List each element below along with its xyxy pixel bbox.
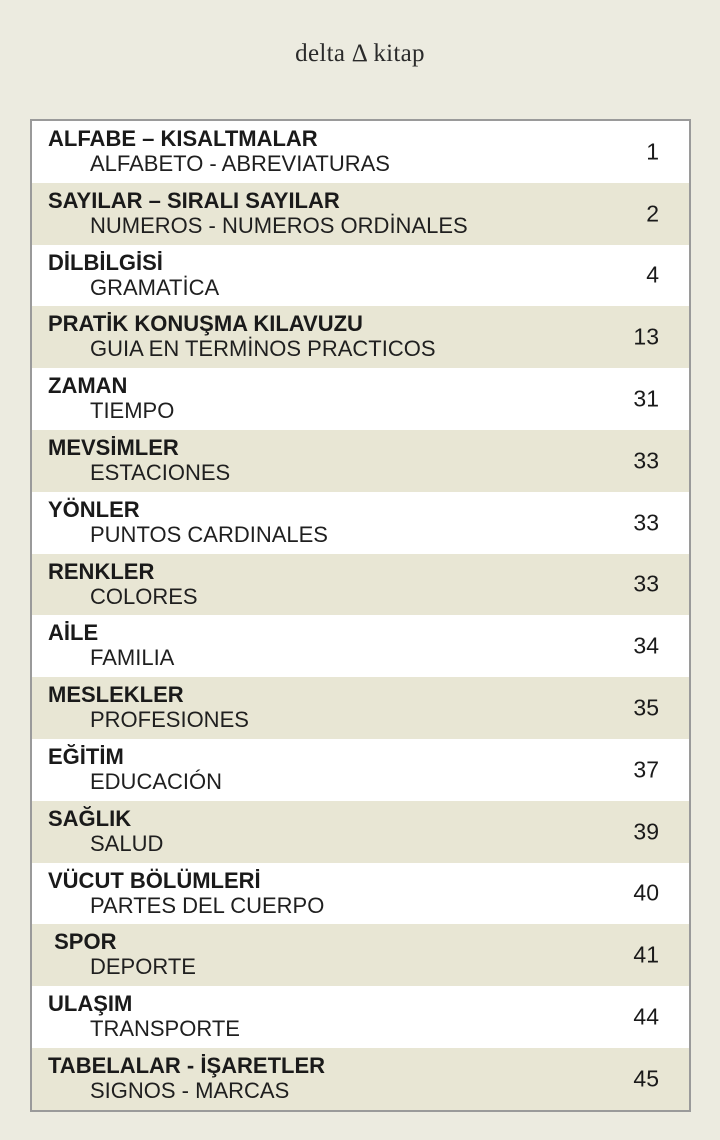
- toc-title-tr: SAĞLIK: [48, 805, 132, 831]
- toc-page-number: 35: [633, 694, 659, 721]
- toc-row[interactable]: [32, 986, 689, 1048]
- toc-title-tr: TABELALAR - İŞARETLER: [48, 1052, 326, 1078]
- toc-row[interactable]: [32, 121, 689, 183]
- toc-page-number: 39: [633, 818, 659, 845]
- toc-row[interactable]: [32, 554, 689, 616]
- toc-page-number: 41: [633, 941, 659, 968]
- toc-page-number: 33: [633, 509, 659, 536]
- toc-title-es: EDUCACIÓN: [90, 768, 223, 794]
- toc-title-tr: ULAŞIM: [48, 991, 133, 1017]
- toc-title-tr: MESLEKLER: [48, 682, 184, 708]
- toc-title-es: SALUD: [90, 830, 164, 856]
- toc-title-es: GUIA EN TERMİNOS PRACTICOS: [90, 336, 436, 362]
- toc-title-es: SIGNOS - MARCAS: [90, 1077, 290, 1103]
- toc-title-tr: EĞİTİM: [48, 743, 124, 769]
- toc-page-number: 2: [646, 200, 659, 227]
- toc-title-es: DEPORTE: [90, 954, 196, 980]
- toc-row[interactable]: [32, 306, 689, 368]
- toc-title-tr: PRATİK KONUŞMA KILAVUZU: [48, 311, 363, 337]
- toc-title-tr: SPOR: [48, 929, 117, 955]
- toc-title-es: ALFABETO - ABREVIATURAS: [90, 151, 390, 176]
- toc-title-tr: VÜCUT BÖLÜMLERİ: [48, 867, 261, 893]
- toc-page-number: 33: [633, 447, 659, 474]
- toc-row[interactable]: [32, 615, 689, 677]
- toc-page-number: 31: [633, 385, 659, 412]
- toc-row[interactable]: [32, 430, 689, 492]
- toc-page-number: 13: [633, 323, 659, 350]
- toc-page-number: 44: [633, 1003, 659, 1030]
- toc-title-tr: SAYILAR – SIRALI SAYILAR: [48, 187, 340, 213]
- toc-title-tr: AİLE: [48, 620, 99, 646]
- toc-title-es: TRANSPORTE: [90, 1016, 240, 1042]
- toc-title-es: FAMILIA: [90, 645, 175, 671]
- toc-row[interactable]: [32, 863, 689, 925]
- table-of-contents: [30, 119, 691, 1112]
- toc-title-tr: ALFABE – KISALTMALAR: [48, 126, 318, 151]
- toc-row[interactable]: [32, 368, 689, 430]
- toc-page-number: 40: [633, 879, 659, 906]
- toc-title-es: ESTACIONES: [90, 459, 231, 485]
- toc-page-number: 34: [633, 632, 659, 659]
- toc-row[interactable]: [32, 1048, 689, 1110]
- toc-title-es: NUMEROS - NUMEROS ORDİNALES: [90, 212, 468, 238]
- toc-row[interactable]: [32, 677, 689, 739]
- toc-title-es: GRAMATİCA: [90, 274, 220, 300]
- toc-title-tr: DİLBİLGİSİ: [48, 249, 163, 275]
- toc-page-number: 1: [646, 138, 659, 165]
- toc-title-tr: YÖNLER: [48, 496, 140, 522]
- toc-row[interactable]: [32, 924, 689, 986]
- toc-row[interactable]: [32, 739, 689, 801]
- toc-row[interactable]: [32, 183, 689, 245]
- toc-title-tr: RENKLER: [48, 558, 155, 584]
- toc-row[interactable]: [32, 245, 689, 307]
- toc-page-number: 45: [633, 1065, 659, 1092]
- toc-page-number: 37: [633, 756, 659, 783]
- toc-title-es: PROFESIONES: [90, 707, 249, 733]
- toc-title-tr: MEVSİMLER: [48, 434, 179, 460]
- toc-page-number: 33: [633, 570, 659, 597]
- toc-row[interactable]: [32, 801, 689, 863]
- toc-title-es: PARTES DEL CUERPO: [90, 892, 325, 918]
- toc-title-es: COLORES: [90, 583, 198, 609]
- publisher-brand: delta Δ kitap: [295, 40, 425, 67]
- toc-page-number: 4: [646, 261, 659, 288]
- toc-title-es: PUNTOS CARDINALES: [90, 521, 328, 547]
- toc-row[interactable]: [32, 492, 689, 554]
- toc-title-es: TIEMPO: [90, 398, 175, 424]
- toc-title-tr: ZAMAN: [48, 373, 128, 399]
